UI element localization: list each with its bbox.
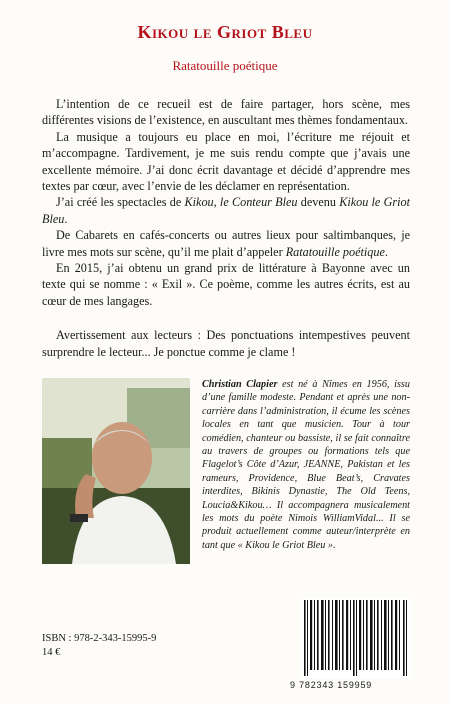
barcode-number: 9 782343 159959 (290, 680, 373, 690)
isbn-block (42, 632, 156, 660)
intro-paragraph-3 (42, 194, 410, 227)
show-name-1: Kikou, le Conteur Bleu (184, 195, 298, 210)
p3-text: J’ai créé les spectacles de (56, 195, 185, 210)
p4-text-2: . (384, 244, 388, 259)
book-subtitle: Ratatouille poétique (172, 58, 278, 73)
intro-text (42, 96, 410, 360)
p4-text: De Cabarets en cafés-concerts ou autres lieux pour saltimbanques, je livre mes mots sur scène, qu’il me plait d’appeler (42, 228, 410, 259)
show-name-2: Kikou le Griot Bleu (42, 195, 410, 226)
isbn-label: ISBN : 978-2-343-15995-9 (42, 633, 157, 644)
price-label: 14 € (42, 647, 61, 658)
author-bio (202, 378, 410, 552)
bio-text: est né à Nîmes en 1956, issu d’une famille modeste. Pendant et après une non-carrière dans l’administration, il écume les scènes locales en tant que musicien. Tour à tour comédien, chanteur ou bassiste, il se fait connaître au travers de groupes ou formations tels que Flagelot’s Côte d’Azur, JEANNE, Pakistan et les rameurs, Providence, Blue Beat’s, Cravates interdites, Bikinis Dynastie, The Old Teens, Loucia&Kikou… Il accompagnera musicalement les mots du poète Nimois WilliamVidal... Il se produit actuellement comme auteur/interprète en tant que « Kikou le Griot Bleu ». (202, 379, 410, 551)
author-photo (42, 378, 190, 564)
intro-paragraph-5: En 2015, j’ai obtenu un grand prix de littérature à Bayonne avec un texte qui se nomme : « Exil ». Ce poème, comme les autres écrits, est au cœur de mes langages. (42, 261, 410, 308)
intro-paragraph-4 (42, 227, 410, 260)
warning-paragraph: Avertissement aux lecteurs : Des ponctuations intempestives peuvent surprendre le lecteur... Je ponctue comme je clame ! (42, 328, 410, 359)
book-title: Kikou le Griot Bleu (137, 22, 313, 42)
show-name-3: Ratatouille poétique (285, 244, 385, 259)
p3-text-2: devenu (297, 195, 340, 210)
intro-paragraph-2: La musique a toujours eu place en moi, l’écriture me réjouit et m’accompagne. Tardivement, je me suis rendu compte que j’avais une excellente mémoire. J’ai donc écrit davantage et décidé d’apprendre mes textes par cœur, avec l’envie de les déclamer en représentation. (42, 129, 410, 194)
p3-text-3: . (64, 211, 68, 226)
barcode-icon (300, 598, 412, 678)
author-portrait-image (42, 378, 190, 564)
author-name: Christian Clapier (202, 379, 278, 390)
intro-paragraph-1: L’intention de ce recueil est de faire partager, hors scène, mes différentes visions de l’existence, en auscultant mes thèmes fondamentaux. (42, 97, 410, 128)
